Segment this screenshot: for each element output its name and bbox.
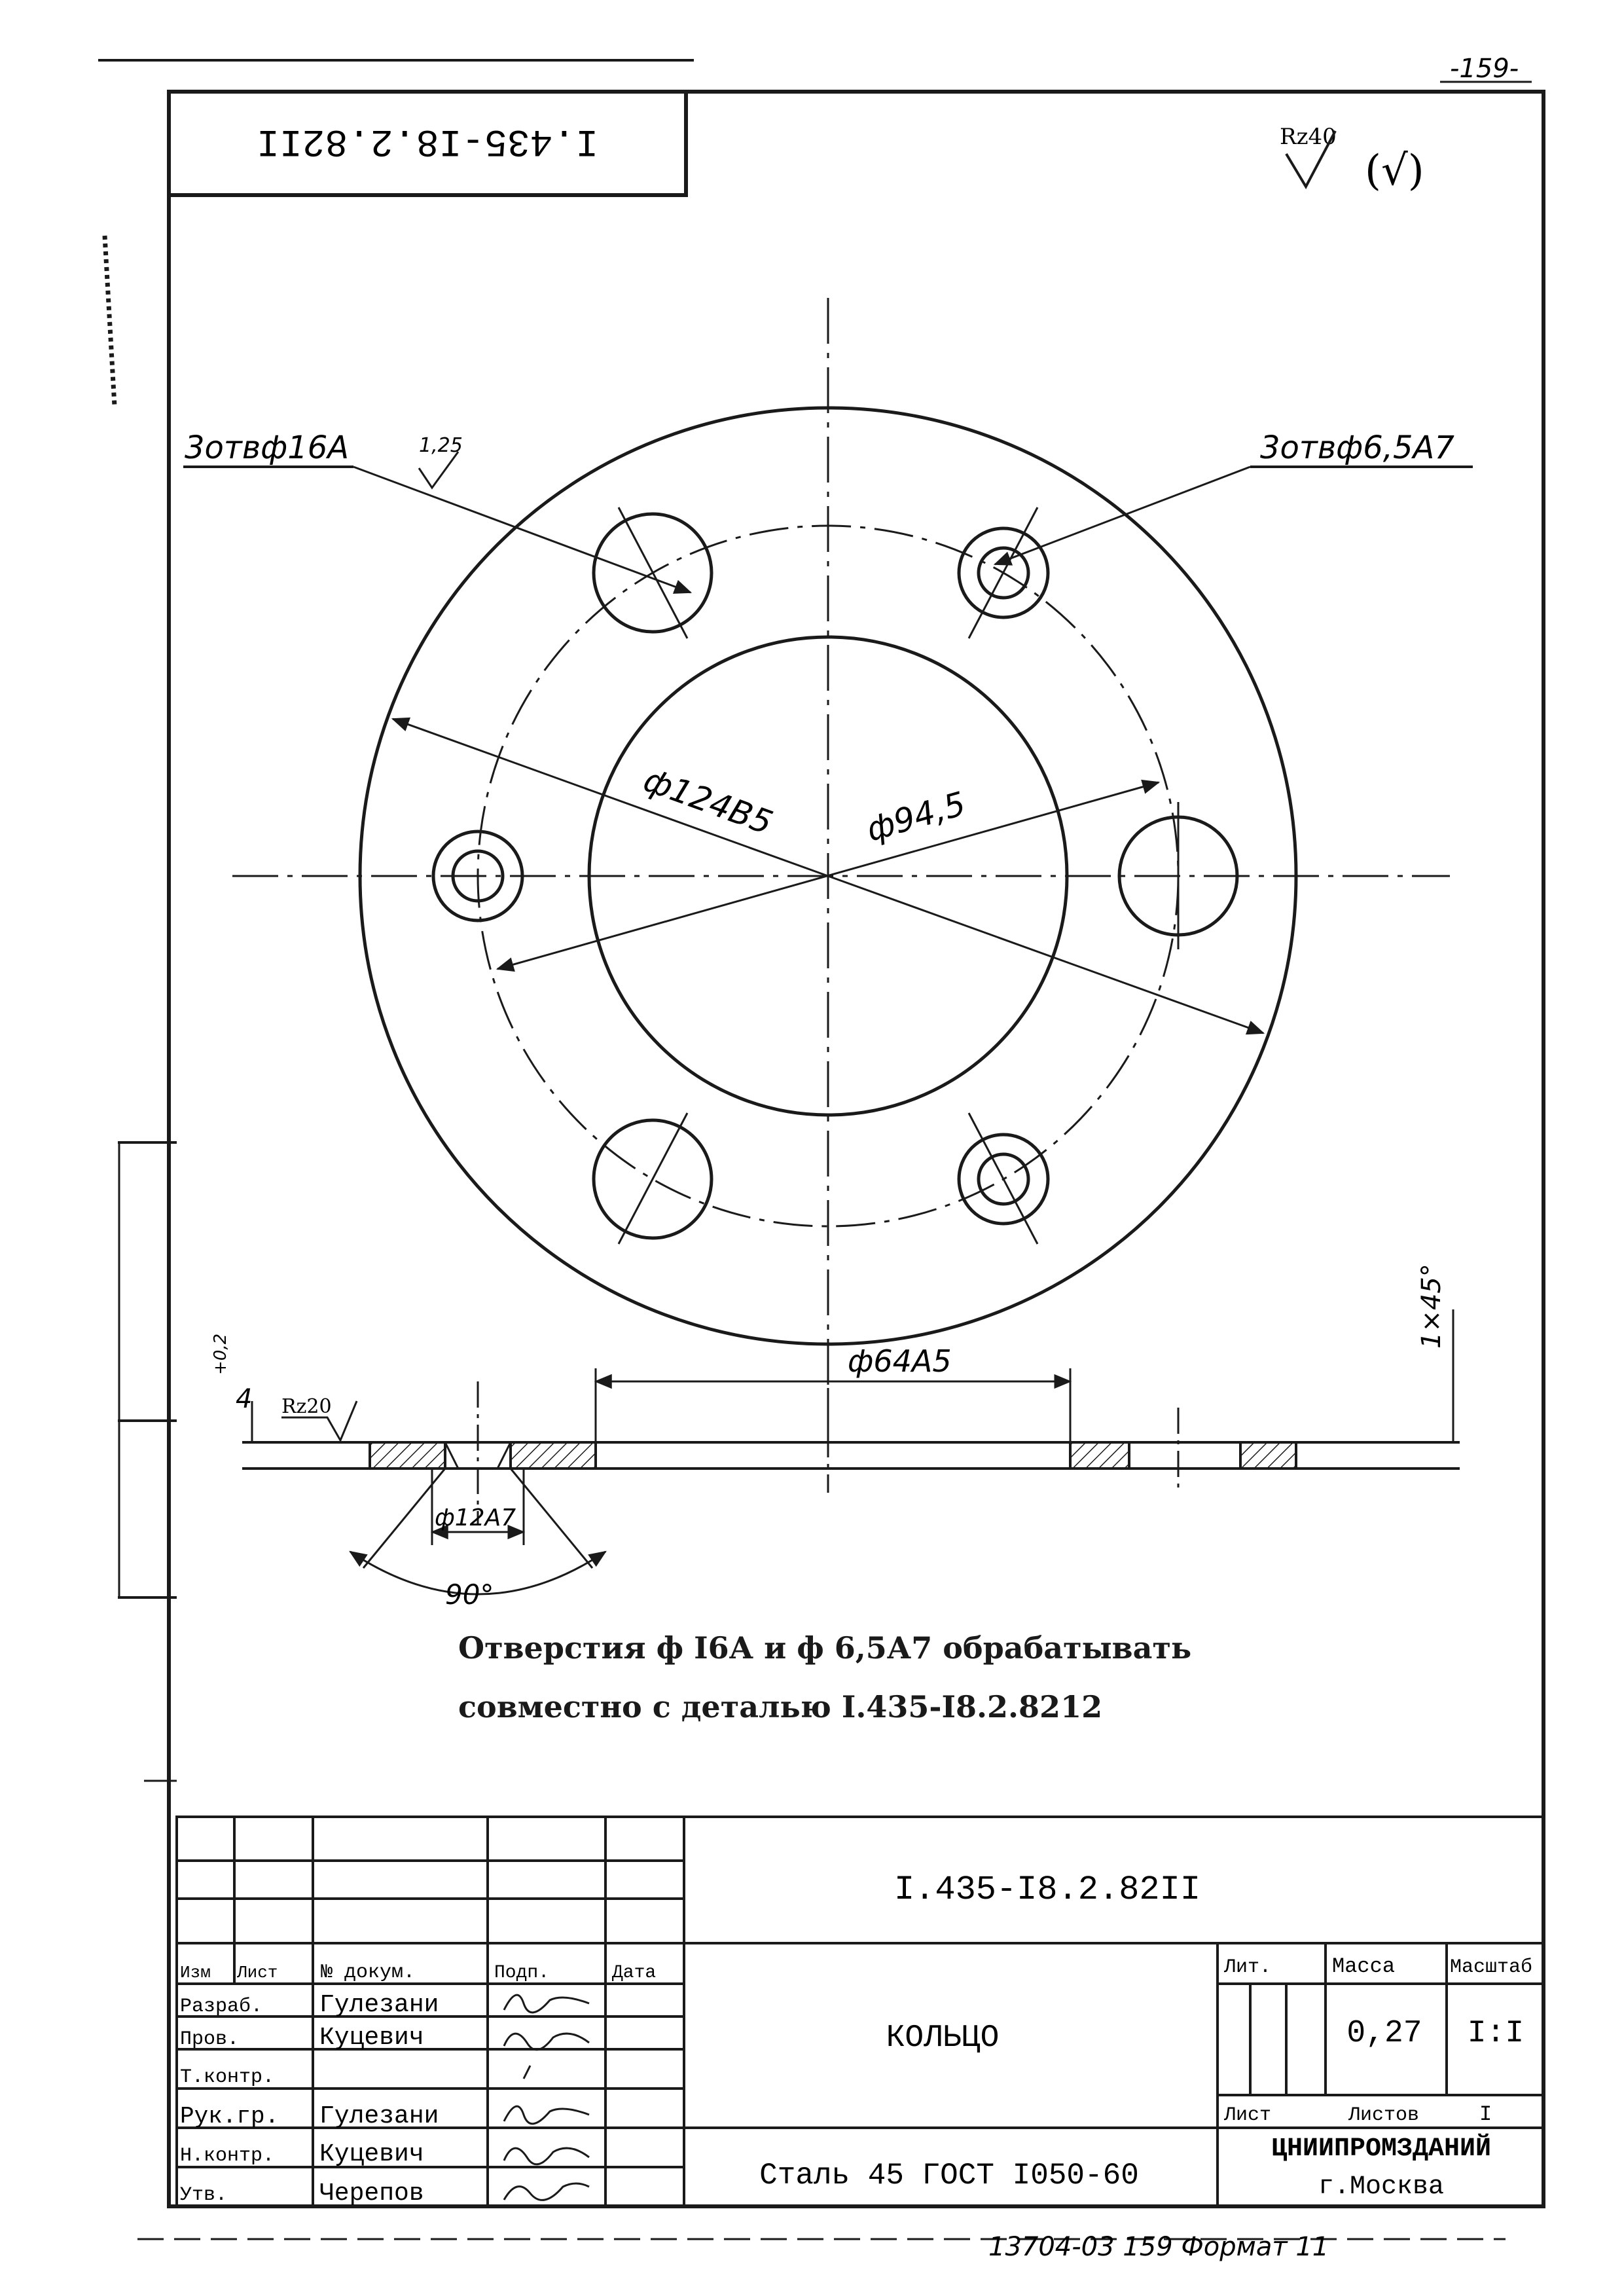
col-date: Дата [612, 1963, 657, 1983]
angle-label: 90° [445, 1578, 494, 1611]
plan-view [183, 298, 1473, 1437]
org-name: ЦНИИПРОМЗДАНИЙ [1271, 2134, 1492, 2164]
name-razrab: Гулезани [319, 1991, 439, 2019]
part-name: КОЛЬЦО [886, 2020, 1000, 2056]
role-nkontr: Н.контр. [180, 2145, 275, 2167]
role-prov: Пров. [180, 2028, 240, 2051]
name-utv: Черепов [319, 2180, 424, 2208]
section-left-b [511, 1442, 596, 1469]
col-izm: Изм [180, 1963, 211, 1982]
name-prov: Куцевич [319, 2024, 424, 2052]
section-right-a [1070, 1442, 1129, 1469]
role-rukgr: Рук.гр. [180, 2103, 280, 2130]
role-razrab: Разраб. [180, 1996, 263, 2018]
holes-16-roughness: 1,25 [419, 434, 463, 457]
lit-label: Лит. [1224, 1956, 1272, 1979]
sheets-label: Листов [1348, 2104, 1420, 2126]
col-list: Лист [237, 1963, 278, 1982]
pcd-label: ф94,5 [862, 784, 970, 849]
mass-value: 0,27 [1346, 2016, 1422, 2051]
thickness-label: 4 [236, 1384, 253, 1414]
signatures [504, 1995, 589, 2200]
header-code: I.435-I8.2.82II [256, 119, 599, 162]
roughness-symbol: Rz40 [1280, 124, 1337, 150]
note-line-1: Отверстия ф I6А и ф 6,5А7 обрабатывать [458, 1630, 1192, 1666]
scale-label: Масштаб [1450, 1956, 1533, 1979]
name-nkontr: Куцевич [319, 2140, 424, 2168]
footer-text: 13704-03 159 Формат 11 [988, 2232, 1329, 2262]
title-doc-number: I.435-I8.2.82II [893, 1870, 1201, 1909]
outer-dia-label: ф124В5 [638, 760, 778, 843]
bore-dia-label: ф64А5 [848, 1343, 952, 1379]
name-rukgr: Гулезани [319, 2102, 439, 2130]
role-tkontr: Т.контр. [180, 2066, 275, 2089]
role-utv: Утв. [180, 2184, 228, 2206]
note-line-2: совместно с деталью I.435-I8.2.8212 [458, 1689, 1103, 1724]
holes-16-label: 3отвф16А [185, 429, 350, 466]
sheets-value: I [1479, 2102, 1492, 2126]
sheet-label: Лист [1224, 2104, 1272, 2126]
section-right-b [1240, 1442, 1296, 1469]
holes-65-label: 3отвф6,5А7 [1260, 429, 1454, 466]
page-number: -159- [1450, 54, 1519, 84]
col-sign: Подп. [494, 1963, 550, 1983]
col-doc: № докум. [321, 1962, 416, 1984]
chamfer-label: 1×45° [1416, 1264, 1447, 1349]
scale-value: I:I [1467, 2016, 1525, 2051]
roughness-general: (√) [1365, 147, 1424, 195]
section-left-a [370, 1442, 445, 1469]
mass-label: Масса [1332, 1954, 1396, 1979]
material: Сталь 45 ГОСТ I050-60 [759, 2159, 1139, 2193]
thickness-tol-label: +0,2 [211, 1333, 230, 1375]
face-roughness-label: Rz20 [281, 1395, 332, 1418]
org-city: г.Москва [1318, 2172, 1445, 2202]
counterbore-label: ф12А7 [435, 1505, 516, 1531]
